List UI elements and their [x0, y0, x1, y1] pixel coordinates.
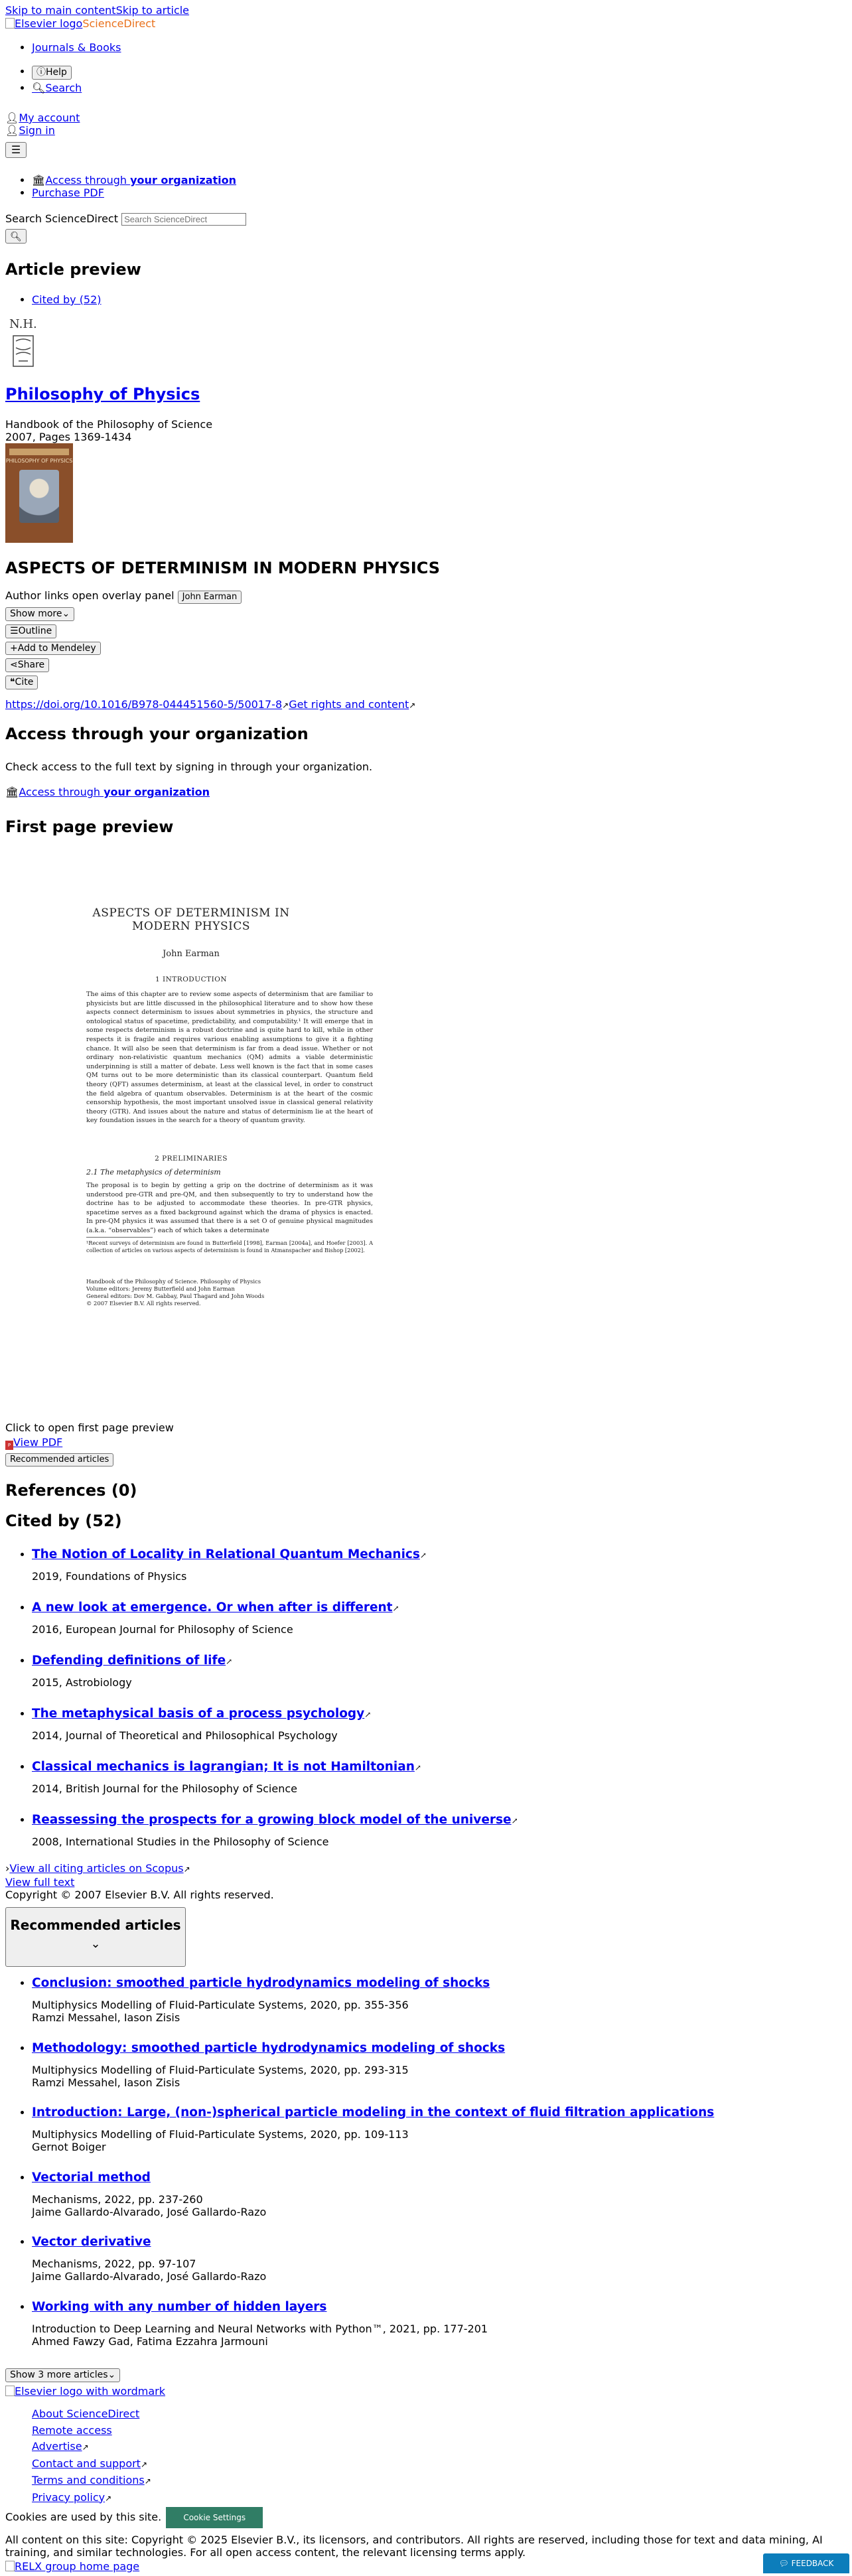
cited-article-meta: 2014, British Journal for the Philosophy of Science: [32, 1782, 297, 1796]
recommended-article-meta: Multiphysics Modelling of Fluid-Particulate Systems, 2020, pp. 293-315: [32, 2063, 409, 2076]
institution-icon: 🏛︎: [5, 786, 19, 798]
elsevier-wordmark-link[interactable]: Elsevier logo with wordmark: [15, 2385, 166, 2397]
access-org-button[interactable]: Access through your organization: [19, 786, 210, 798]
external-link-icon: ↗: [226, 1657, 233, 1666]
footer-link-privacy[interactable]: Privacy policy: [32, 2490, 106, 2504]
author-links-label: Author links open overlay panel: [5, 589, 175, 602]
cookies-text: Cookies are used by this site.: [5, 2510, 162, 2524]
doc-subsection: 2.1 The metaphysics of determinism: [86, 1168, 221, 1177]
view-full-text-link[interactable]: View full text: [5, 1876, 75, 1889]
footer-copyright: All content on this site: Copyright © 2025 Elsevier B.V., its licensors, and contributors. All rights are reserved, including those for text and data mining, AI training, and similar technologies. For all open access content, the relevant licensing terms apply.: [5, 2534, 823, 2559]
cited-article-link[interactable]: The metaphysical basis of a process psychology: [32, 1707, 365, 1721]
view-all-citing-link[interactable]: View all citing articles on Scopus: [9, 1862, 184, 1875]
cited-article-link[interactable]: Defending definitions of life: [32, 1654, 226, 1668]
doc-title-line-1: ASPECTS OF DETERMINISM IN: [92, 906, 290, 920]
feedback-button[interactable]: 💬︎ FEEDBACK: [763, 2553, 849, 2573]
list-item: [32, 1547, 828, 1601]
search-icon: 🔍︎: [10, 232, 22, 242]
cookie-settings-button[interactable]: Cookie Settings: [166, 2507, 263, 2528]
pdf-icon: P: [5, 1441, 13, 1450]
external-link-icon: ↗: [414, 1763, 421, 1772]
search-icon: 🔍︎: [32, 81, 46, 94]
search-input[interactable]: [121, 213, 246, 226]
cited-article-link[interactable]: Reassessing the prospects for a growing block model of the universe: [32, 1813, 512, 1827]
chevron-down-icon: ⌄: [107, 2370, 116, 2380]
cited-article-link[interactable]: The Notion of Locality in Relational Quantum Mechanics: [32, 1547, 420, 1561]
my-account-link[interactable]: My account: [19, 111, 80, 124]
recommended-article-link[interactable]: Conclusion: smoothed particle hydrodynamics modeling of shocks: [32, 1976, 490, 1990]
cited-by-tab[interactable]: Cited by (52): [32, 293, 102, 306]
list-item: [32, 2106, 852, 2171]
purchase-pdf-item: [32, 186, 236, 199]
list-item: [32, 1601, 828, 1654]
skip-main-link[interactable]: Skip to main content: [5, 4, 116, 17]
help-button[interactable]: ⓘHelp: [32, 66, 72, 80]
external-link-icon: ↗: [282, 701, 289, 710]
list-item: [32, 2300, 852, 2365]
cited-article-meta: 2016, European Journal for Philosophy of Science: [32, 1623, 293, 1636]
year-pages: 2007, Pages 1369-1434: [5, 431, 132, 444]
share-button[interactable]: ⋖Share: [5, 658, 49, 672]
doc-foot-line: General editors: Dov M. Gabbay, Paul Thagard and John Woods: [86, 1293, 265, 1299]
search-label: Search ScienceDirect: [5, 212, 118, 225]
article-copyright: Copyright © 2007 Elsevier B.V. All rights reserved.: [5, 1889, 274, 1901]
publication-title-link[interactable]: Philosophy of Physics: [5, 385, 200, 403]
header-logo[interactable]: [5, 17, 155, 30]
doc-foot-line: Handbook of the Philosophy of Science. Philosophy of Physics: [86, 1278, 261, 1285]
sign-in-link[interactable]: Sign in: [19, 124, 55, 137]
footer-links: [5, 2406, 151, 2506]
help-circle-icon: ⓘ: [36, 67, 46, 78]
recommended-article-authors: Ramzi Messahel, Iason Zisis: [32, 2011, 180, 2025]
view-pdf-link[interactable]: View PDF: [13, 1436, 63, 1449]
show-more-articles-button[interactable]: Show 3 more articles⌄: [5, 2368, 120, 2382]
cited-article-link[interactable]: Classical mechanics is lagrangian; It is not Hamiltonian: [32, 1760, 415, 1774]
external-link-icon: ↗: [511, 1816, 518, 1825]
external-link-icon: ↗: [409, 701, 416, 710]
cited-by-heading: Cited by (52): [5, 1512, 122, 1530]
doc-author: John Earman: [163, 949, 220, 959]
north-holland-logo: [5, 313, 42, 370]
external-link-icon: ↗: [364, 1710, 372, 1719]
book-cover[interactable]: [5, 443, 73, 543]
institution-icon: 🏛︎: [32, 174, 46, 186]
chat-bubble-icon: 💬︎: [778, 2559, 789, 2568]
elsevier-wordmark-icon: [5, 2386, 15, 2396]
access-org-link[interactable]: Access through your organization: [45, 174, 237, 186]
external-link-icon: ↗: [419, 1551, 427, 1560]
recommended-article-meta: Introduction to Deep Learning and Neural Networks with Python™, 2021, pp. 177-201: [32, 2322, 488, 2335]
external-link-icon: ↗: [82, 2443, 89, 2452]
doc-section-1: 1 INTRODUCTION: [155, 975, 228, 983]
footer-link-advertise[interactable]: Advertise: [32, 2440, 82, 2453]
cited-article-link[interactable]: A new look at emergence. Or when after is different: [32, 1601, 393, 1614]
cited-article-meta: 2014, Journal of Theoretical and Philosophical Psychology: [32, 1729, 338, 1743]
list-item: [32, 1760, 828, 1813]
purchase-pdf-link[interactable]: Purchase PDF: [32, 186, 104, 200]
recommended-article-authors: Gernot Boiger: [32, 2141, 106, 2154]
doi-link[interactable]: https://doi.org/10.1016/B978-044451560-5/50017-8: [5, 698, 283, 711]
external-link-icon: ↗: [140, 2459, 148, 2469]
list-item: [32, 1976, 852, 2041]
chevron-right-icon: ›: [5, 1862, 10, 1875]
nav-item-journals: [32, 41, 297, 54]
publisher-logo-text: N.H.: [9, 317, 37, 331]
author-button[interactable]: John Earman: [178, 591, 242, 604]
list-item: [32, 2171, 852, 2236]
access-org-item: [32, 174, 236, 186]
external-link-icon: ↗: [392, 1604, 399, 1613]
header-nav: [5, 41, 297, 54]
elsevier-logo-icon: [5, 18, 15, 29]
cover-title: PHILOSOPHY OF PHYSICS: [5, 458, 73, 464]
user-icon: 👤︎: [5, 111, 19, 124]
plus-icon: +: [10, 642, 18, 654]
list-item: [32, 2235, 852, 2300]
access-text: Check access to the full text by signing in through your organization.: [5, 760, 373, 773]
header-tools: [5, 65, 82, 94]
doc-foot-line: Volume editors: Jeremy Butterfield and John Earman: [86, 1285, 235, 1292]
recommended-article-link[interactable]: Vectorial method: [32, 2170, 151, 2184]
list-icon: ☰: [10, 625, 19, 636]
footer-link-about[interactable]: About ScienceDirect: [32, 2407, 140, 2420]
cover-portrait-icon: [19, 470, 59, 523]
doc-title-line-2: MODERN PHYSICS: [132, 920, 250, 934]
list-item: [32, 1707, 828, 1760]
article-preview-heading: Article preview: [5, 260, 141, 279]
list-item: [32, 1654, 828, 1707]
recommended-article-meta: Mechanisms, 2022, pp. 237-260: [32, 2192, 203, 2206]
recommended-article-authors: Ramzi Messahel, Iason Zisis: [32, 2076, 180, 2089]
chevron-down-icon: ⌄: [62, 608, 70, 619]
outline-button[interactable]: ☰Outline: [5, 624, 56, 638]
doc-intro-paragraph: The aims of this chapter are to review some aspects of determinism that are familiar to physicists but are little discussed in the philosophical literature and to show how these aspects connect determinism to issues about symmetries in physics, the structure and ontological status of spacetime, predictability, and computability.¹ It will emerge that in some respects determinism is a robust doctrine and is quite hard to kill, while in other respects it is fragile and requires various enabling assumptions to give it a fighting chance. It will also be seen that determinism is far from a dead issue. Whether or not ordinary non-relativistic quantum mechanics (QM) admits a viable deterministic underpinning is still a matter of debate. Less well known is the fact that in some cases QM turns out to be more deterministic than its classical counterpart. Quantum field theory (QFT) assumes determinism, at least at the classical level, in order to construct the field algebra of quantum observables. Determinism is at the heart of the cosmic censorship hypothesis, the most important unsolved issue in classical general relativity theory (GTR). And issues about the nature and status of determinism lie at the heart of key foundation issues in the search for a theory of quantum gravity.: [86, 991, 373, 1125]
cited-article-meta: 2008, International Studies in the Philosophy of Science: [32, 1835, 329, 1849]
footer-link-remote-access[interactable]: Remote access: [32, 2423, 112, 2437]
access-heading: Access through your organization: [5, 725, 309, 743]
footer-link-terms[interactable]: Terms and conditions: [32, 2474, 145, 2486]
external-link-icon: ↗: [183, 1865, 190, 1874]
cited-by-list: [5, 1547, 828, 1866]
skip-article-link[interactable]: Skip to article: [115, 4, 190, 17]
recommended-article-meta: Multiphysics Modelling of Fluid-Particulate Systems, 2020, pp. 109-113: [32, 2128, 409, 2141]
references-heading: References (0): [5, 1481, 137, 1500]
menu-button[interactable]: [5, 142, 27, 158]
footer-link-contact[interactable]: Contact and support: [32, 2457, 141, 2470]
recommended-article-authors: Jaime Gallardo-Alvarado, José Gallardo-Razo: [32, 2270, 267, 2283]
first-page-heading: First page preview: [5, 818, 174, 836]
recommended-article-authors: Jaime Gallardo-Alvarado, José Gallardo-Razo: [32, 2205, 267, 2218]
recommended-article-authors: Ahmed Fawzy Gad, Fatima Ezzahra Jarmouni: [32, 2334, 268, 2348]
recommended-article-link[interactable]: Introduction: Large, (non-)spherical particle modeling in the context of fluid filtration applications: [32, 2106, 715, 2119]
series-name: Handbook of the Philosophy of Science: [5, 418, 213, 431]
first-page-preview-image[interactable]: [5, 849, 377, 1420]
recommended-articles-jump-button[interactable]: Recommended articles: [5, 1453, 113, 1467]
external-link-icon: ↗: [144, 2476, 151, 2486]
recommended-article-meta: Multiphysics Modelling of Fluid-Particulate Systems, 2020, pp. 355-356: [32, 1999, 409, 2012]
doc-foot-line: © 2007 Elsevier B.V. All rights reserved.: [86, 1300, 201, 1307]
article-title: ASPECTS OF DETERMINISM IN MODERN PHYSICS: [5, 559, 441, 577]
doc-footnote: ¹Recent surveys of determinism are found in Butterfield [1998], Earman [2004a], and Hoefer [2003]. A collection of articles on various aspects of determinism is found in Atmanspacher and Bishop [2002].: [86, 1240, 373, 1253]
recommended-article-meta: Mechanisms, 2022, pp. 97-107: [32, 2257, 196, 2271]
elsevier-logo-alt[interactable]: Elsevier logo: [15, 17, 83, 30]
list-item: [32, 2041, 852, 2106]
relx-logo-icon: [5, 2561, 15, 2571]
recommended-heading: Recommended articles: [10, 1917, 181, 1933]
quote-icon: ❝: [10, 677, 15, 688]
recommended-list: [5, 1976, 852, 2364]
cited-article-meta: 2015, Astrobiology: [32, 1676, 132, 1689]
external-link-icon: ↗: [105, 2493, 112, 2503]
hamburger-icon: ☰: [11, 143, 21, 156]
recommended-article-link[interactable]: Methodology: smoothed particle hydrodynamics modeling of shocks: [32, 2040, 506, 2055]
show-more-button[interactable]: Show more⌄: [5, 607, 74, 621]
sciencedirect-brand: ScienceDirect: [82, 17, 156, 30]
preview-caption: Click to open first page preview: [5, 1421, 174, 1434]
recommended-article-link[interactable]: Working with any number of hidden layers: [32, 2299, 327, 2314]
search-submit-button[interactable]: [5, 229, 27, 244]
recommended-articles-toggle[interactable]: [5, 1907, 186, 1967]
rights-link[interactable]: Get rights and content: [289, 698, 409, 711]
relx-home-link[interactable]: RELX group home page: [15, 2560, 140, 2573]
sign-in-icon: 👤︎: [5, 124, 19, 137]
doc-prelim-paragraph: The proposal is to begin by getting a grip on the doctrine of determinism as it was understood pre-GTR and pre-QM, and then subsequently to try to understand how the doctrine has to be adjusted to accommodate these theories. In pre-GTR physics, spacetime serves as a fixed background against which the drama of physics is enacted. In pre-QM physics it was assumed that there is a set O of genuine physical magnitudes (a.k.a. “observables”) each of which takes a determinate: [86, 1182, 373, 1234]
search-link[interactable]: 🔍︎Search: [32, 81, 82, 94]
journals-books-link[interactable]: Journals & Books: [32, 41, 121, 54]
chevron-down-icon: ⌄: [90, 1937, 101, 1951]
doc-section-2: 2 PRELIMINARIES: [155, 1155, 228, 1163]
publication-title: [5, 385, 200, 404]
cited-article-meta: 2019, Foundations of Physics: [32, 1570, 187, 1583]
recommended-article-link[interactable]: Vector derivative: [32, 2235, 151, 2249]
add-to-mendeley-button[interactable]: +Add to Mendeley: [5, 642, 101, 656]
list-item: [32, 1813, 828, 1866]
cite-button[interactable]: ❝Cite: [5, 676, 38, 689]
share-icon: ⋖: [10, 660, 18, 671]
